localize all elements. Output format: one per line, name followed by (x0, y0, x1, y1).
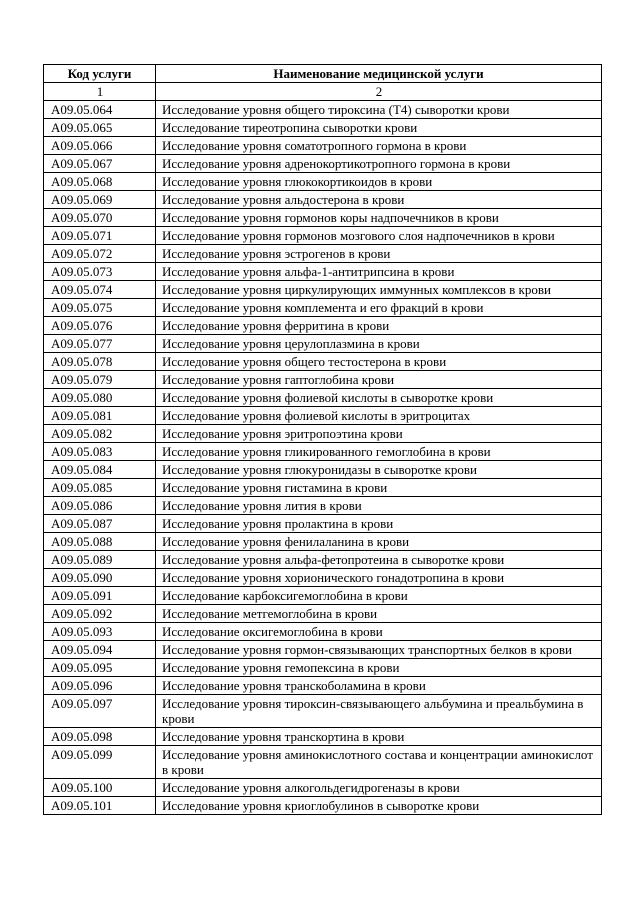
table-row (44, 155, 602, 173)
header-code: Код услуги (44, 65, 156, 83)
service-code: A09.05.068 (44, 173, 156, 191)
service-code: A09.05.071 (44, 227, 156, 245)
service-code: A09.05.101 (44, 797, 156, 815)
service-code: A09.05.086 (44, 497, 156, 515)
service-code: A09.05.077 (44, 335, 156, 353)
table-row (44, 389, 602, 407)
column-number-2: 2 (156, 83, 602, 101)
table-row (44, 659, 602, 677)
service-name: Исследование уровня альфа-фетопротеина в сыворотке крови (156, 551, 602, 569)
table-row (44, 569, 602, 587)
service-name: Исследование уровня эритропоэтина крови (156, 425, 602, 443)
table-row (44, 479, 602, 497)
service-name: Исследование уровня криоглобулинов в сыворотке крови (156, 797, 602, 815)
column-number-1: 1 (44, 83, 156, 101)
service-name: Исследование уровня транскортина в крови (156, 728, 602, 746)
header-row (44, 65, 602, 83)
service-code: A09.05.087 (44, 515, 156, 533)
service-code: A09.05.089 (44, 551, 156, 569)
table-row (44, 461, 602, 479)
table-body (44, 101, 602, 815)
table-row (44, 227, 602, 245)
service-name: Исследование уровня ферритина в крови (156, 317, 602, 335)
service-code: A09.05.090 (44, 569, 156, 587)
service-code: A09.05.080 (44, 389, 156, 407)
service-name: Исследование уровня алкогольдегидрогеназы в крови (156, 779, 602, 797)
service-name: Исследование уровня гемопексина в крови (156, 659, 602, 677)
document-page (43, 64, 601, 815)
service-name: Исследование уровня гистамина в крови (156, 479, 602, 497)
header-service-name: Наименование медицинской услуги (156, 65, 602, 83)
service-name: Исследование уровня эстрогенов в крови (156, 245, 602, 263)
service-name: Исследование уровня фолиевой кислоты в сыворотке крови (156, 389, 602, 407)
medical-services-table (43, 64, 602, 815)
service-code: A09.05.075 (44, 299, 156, 317)
service-code: A09.05.064 (44, 101, 156, 119)
service-name: Исследование карбоксигемоглобина в крови (156, 587, 602, 605)
service-name: Исследование уровня церулоплазмина в крови (156, 335, 602, 353)
service-code: A09.05.085 (44, 479, 156, 497)
service-name: Исследование уровня комплемента и его фракций в крови (156, 299, 602, 317)
service-code: A09.05.081 (44, 407, 156, 425)
table-row (44, 119, 602, 137)
table-row (44, 779, 602, 797)
service-code: A09.05.097 (44, 695, 156, 728)
service-code: A09.05.078 (44, 353, 156, 371)
service-name: Исследование уровня хорионического гонадотропина в крови (156, 569, 602, 587)
service-name: Исследование уровня пролактина в крови (156, 515, 602, 533)
table-row (44, 335, 602, 353)
table-row (44, 407, 602, 425)
service-name: Исследование уровня транскоболамина в крови (156, 677, 602, 695)
service-name: Исследование уровня аминокислотного состава и концентрации аминокислот в крови (156, 746, 602, 779)
service-code: A09.05.076 (44, 317, 156, 335)
service-name: Исследование уровня глюкокортикоидов в крови (156, 173, 602, 191)
table-row (44, 191, 602, 209)
service-name: Исследование уровня фенилаланина в крови (156, 533, 602, 551)
service-code: A09.05.084 (44, 461, 156, 479)
table-row (44, 515, 602, 533)
table-row (44, 299, 602, 317)
service-name: Исследование уровня общего тестостерона в крови (156, 353, 602, 371)
table-row (44, 587, 602, 605)
service-code: A09.05.069 (44, 191, 156, 209)
service-code: A09.05.066 (44, 137, 156, 155)
table-row (44, 641, 602, 659)
table-row (44, 497, 602, 515)
table-row (44, 209, 602, 227)
table-row (44, 533, 602, 551)
service-code: A09.05.096 (44, 677, 156, 695)
service-name: Исследование метгемоглобина в крови (156, 605, 602, 623)
table-row (44, 281, 602, 299)
table-row (44, 245, 602, 263)
table-row (44, 173, 602, 191)
service-name: Исследование уровня альдостерона в крови (156, 191, 602, 209)
table-row (44, 551, 602, 569)
service-code: A09.05.065 (44, 119, 156, 137)
table-row (44, 728, 602, 746)
service-name: Исследование уровня общего тироксина (Т4) сыворотки крови (156, 101, 602, 119)
service-code: A09.05.072 (44, 245, 156, 263)
table-row (44, 425, 602, 443)
table-row (44, 677, 602, 695)
service-code: A09.05.070 (44, 209, 156, 227)
table-row (44, 263, 602, 281)
table-row (44, 746, 602, 779)
service-name: Исследование тиреотропина сыворотки крови (156, 119, 602, 137)
service-code: A09.05.093 (44, 623, 156, 641)
table-row (44, 317, 602, 335)
service-code: A09.05.073 (44, 263, 156, 281)
table-row (44, 353, 602, 371)
service-code: A09.05.094 (44, 641, 156, 659)
table-row (44, 443, 602, 461)
service-name: Исследование уровня адренокортикотропного гормона в крови (156, 155, 602, 173)
service-code: A09.05.095 (44, 659, 156, 677)
table-row (44, 623, 602, 641)
service-name: Исследование уровня альфа-1-антитрипсина в крови (156, 263, 602, 281)
service-name: Исследование уровня тироксин-связывающего альбумина и преальбумина в крови (156, 695, 602, 728)
service-code: A09.05.092 (44, 605, 156, 623)
service-name: Исследование оксигемоглобина в крови (156, 623, 602, 641)
table-row (44, 137, 602, 155)
service-name: Исследование уровня фолиевой кислоты в эритроцитах (156, 407, 602, 425)
service-code: A09.05.067 (44, 155, 156, 173)
service-code: A09.05.079 (44, 371, 156, 389)
service-name: Исследование уровня соматотропного гормона в крови (156, 137, 602, 155)
table-row (44, 101, 602, 119)
service-code: A09.05.074 (44, 281, 156, 299)
service-code: A09.05.088 (44, 533, 156, 551)
service-name: Исследование уровня гормон-связывающих транспортных белков в крови (156, 641, 602, 659)
table-header (44, 65, 602, 101)
column-number-row (44, 83, 602, 101)
table-row (44, 605, 602, 623)
service-name: Исследование уровня лития в крови (156, 497, 602, 515)
table-row (44, 695, 602, 728)
service-name: Исследование уровня гликированного гемоглобина в крови (156, 443, 602, 461)
service-name: Исследование уровня гормонов мозгового слоя надпочечников в крови (156, 227, 602, 245)
service-code: A09.05.098 (44, 728, 156, 746)
service-code: A09.05.083 (44, 443, 156, 461)
service-code: A09.05.099 (44, 746, 156, 779)
table-row (44, 797, 602, 815)
service-name: Исследование уровня циркулирующих иммунных комплексов в крови (156, 281, 602, 299)
service-code: A09.05.100 (44, 779, 156, 797)
service-name: Исследование уровня гормонов коры надпочечников в крови (156, 209, 602, 227)
service-code: A09.05.091 (44, 587, 156, 605)
service-code: A09.05.082 (44, 425, 156, 443)
table-row (44, 371, 602, 389)
service-name: Исследование уровня глюкуронидазы в сыворотке крови (156, 461, 602, 479)
service-name: Исследование уровня гаптоглобина крови (156, 371, 602, 389)
